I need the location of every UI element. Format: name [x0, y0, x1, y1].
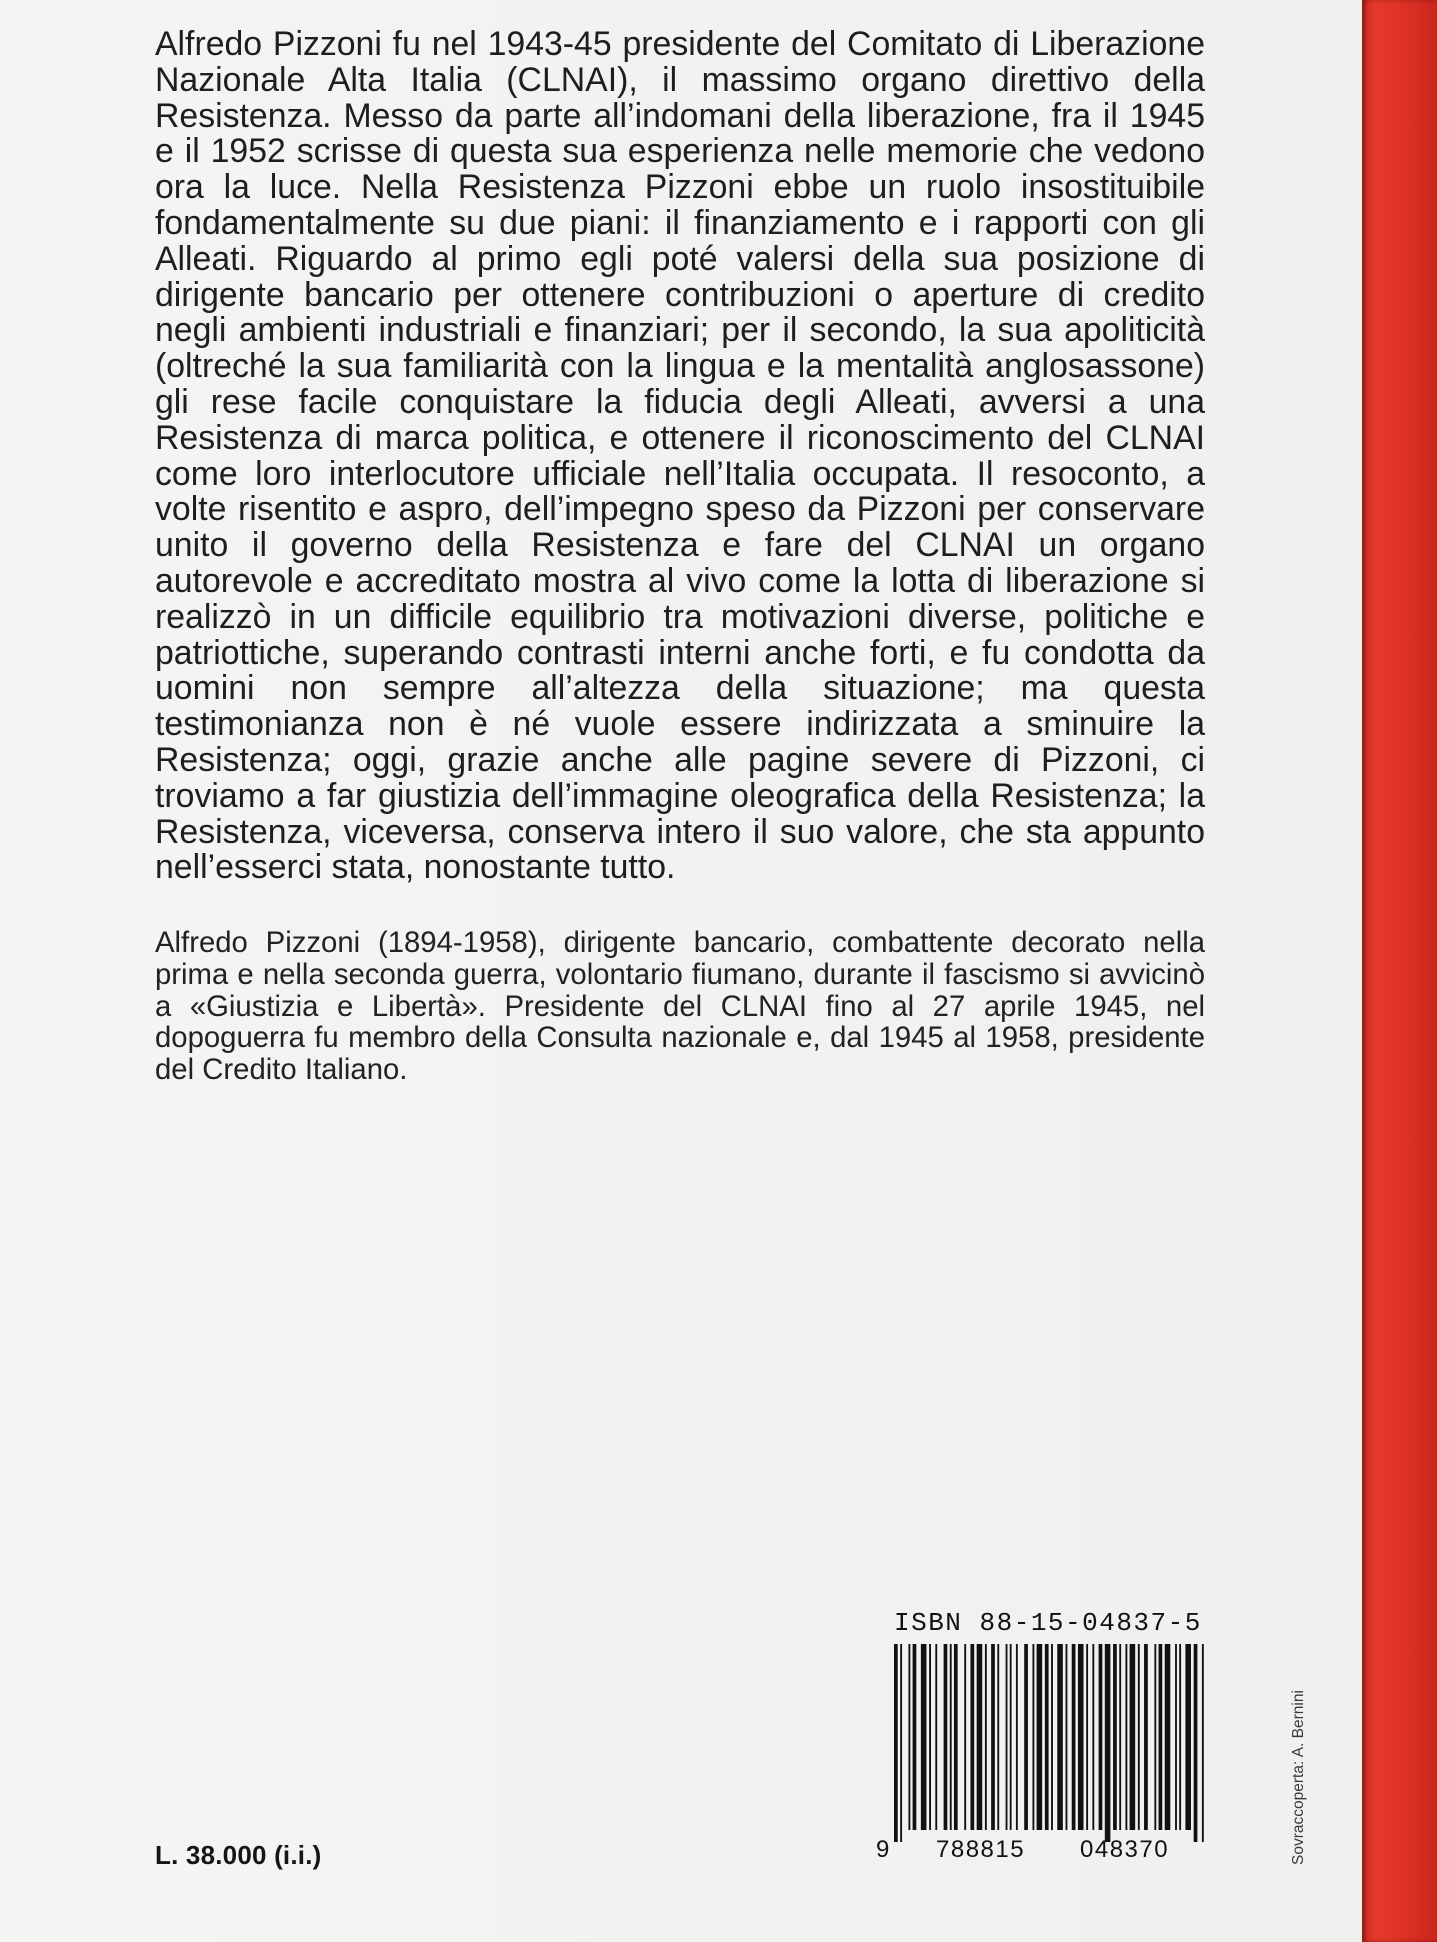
barcode-bar	[1057, 1644, 1063, 1830]
barcode-bar	[1024, 1644, 1028, 1830]
barcode-bar	[950, 1644, 952, 1830]
barcode-image	[894, 1644, 1204, 1842]
barcode-bar	[1119, 1644, 1121, 1830]
ean-first-digit: 9	[876, 1836, 890, 1863]
barcode-bar	[997, 1644, 999, 1830]
barcode-bar	[1092, 1644, 1094, 1830]
ean-right-digits: 048370	[1080, 1836, 1170, 1863]
barcode-bar	[913, 1644, 917, 1830]
barcode-bar	[1159, 1644, 1163, 1830]
isbn-label: ISBN 88-15-04837-5	[894, 1608, 1202, 1638]
author-bio	[155, 927, 1205, 1086]
barcode-bar	[900, 1644, 902, 1842]
barcode-bar	[1078, 1644, 1084, 1830]
barcode-bar	[921, 1644, 927, 1830]
barcode-bar	[1154, 1644, 1156, 1830]
barcode-bar	[985, 1644, 987, 1830]
barcode-bar	[1016, 1644, 1018, 1830]
barcode-bar	[894, 1644, 898, 1842]
cover-blurb	[155, 27, 1205, 886]
barcode-bar	[954, 1644, 958, 1830]
barcode-bar	[1105, 1644, 1111, 1842]
barcode-bar	[935, 1644, 937, 1830]
bio-paragraph: Alfredo Pizzoni (1894-1958), dirigente bancario, combattente decorato nella prima e nella seconda guerra, volontario fiumano, durante il fascismo si avvicinò a «Giustizia e Libertà». Presidente del CLNAI fino al 27 aprile 1945, nel dopoguerra fu membro della Consulta nazionale e, dal 1945 al 1958, presidente del Credito Italiano.	[155, 926, 1205, 1087]
barcode-bar	[1113, 1644, 1117, 1830]
barcode-bar	[1032, 1644, 1034, 1830]
barcode-bar	[977, 1644, 983, 1830]
isbn-barcode-block	[876, 1608, 1218, 1868]
barcode-bar	[1010, 1644, 1012, 1830]
barcode-bar	[970, 1644, 974, 1830]
barcode-bar	[1099, 1644, 1103, 1830]
barcode-bar	[1185, 1644, 1191, 1830]
barcode-bar	[1130, 1644, 1136, 1830]
barcode-bar	[1202, 1644, 1204, 1842]
barcode-bar	[1179, 1644, 1181, 1830]
blurb-paragraph: Alfredo Pizzoni fu nel 1943-45 presidente del Comitato di Liberazione Nazionale Alta Italia (CLNAI), il massimo organo direttivo della Resistenza. Messo da parte all’indomani della liberazione, fra il 1945 e il 1952 scrisse di questa sua esperienza nelle memorie che vedono ora la luce. Nella Resistenza Pizzoni ebbe un ruolo insostituibile fondamentalmente su due piani: il finanziamento e i rapporti con gli Alleati. Riguardo al primo egli poté valersi della sua posizione di dirigente bancario per ottenere contribuzioni o aperture di credito negli ambienti industriali e finanziari; per il secondo, la sua apoliticità (oltreché la sua familiarità con la lingua e la mentalità anglosassone) gli rese facile conquistare la fiducia degli Alleati, avversi a una Resistenza di marca politica, e ottenere il riconoscimento del CLNAI come loro interlocutore ufficiale nell’Italia occupata. Il resoconto, a volte risentito e aspro, dell’impegno speso da Pizzoni per conservare unito il governo della Resistenza e fare del CLNAI un organo autorevole e accreditato mostra al vivo come la lotta di liberazione si realizzò in un difficile equilibrio tra motivazioni diverse, politiche e patriottiche, superando contrasti interni anche forti, e fu condotta da uomini non sempre all’altezza della situazione; ma questa testimonianza non è né vuole essere indirizzata a sminuire la Resistenza; oggi, grazie anche alle pagine severe di Pizzoni, ci troviamo a far giustizia dell’immagine oleografica della Resistenza; la Resistenza, viceversa, conserva intero il suo valore, che sta appunto nell’esserci stata, nonostante tutto.	[155, 25, 1205, 887]
barcode-bar	[929, 1644, 931, 1830]
barcode-bar	[1086, 1644, 1088, 1830]
barcode-bar	[944, 1644, 948, 1830]
barcode-bar	[1194, 1644, 1198, 1842]
red-spine	[1362, 0, 1437, 1942]
barcode-bar	[1037, 1644, 1043, 1830]
barcode-bar	[1175, 1644, 1177, 1830]
barcode-bar	[1006, 1644, 1008, 1830]
barcode-bar	[1125, 1644, 1127, 1830]
price-label: L. 38.000 (i.i.)	[155, 1840, 322, 1870]
barcode-bar	[908, 1644, 910, 1830]
barcode-bar	[1165, 1644, 1171, 1830]
barcode-bar	[1144, 1644, 1148, 1830]
ean-left-digits: 788815	[936, 1836, 1026, 1863]
barcode-bar	[1066, 1644, 1068, 1830]
barcode-bar	[1045, 1644, 1049, 1830]
jacket-credit: Sovraccoperta: A. Bernini	[1290, 1690, 1307, 1865]
barcode-bar	[964, 1644, 966, 1830]
barcode-bar	[1072, 1644, 1076, 1830]
barcode-bar	[1051, 1644, 1053, 1830]
barcode-bar	[991, 1644, 995, 1830]
barcode-bar	[1138, 1644, 1140, 1830]
